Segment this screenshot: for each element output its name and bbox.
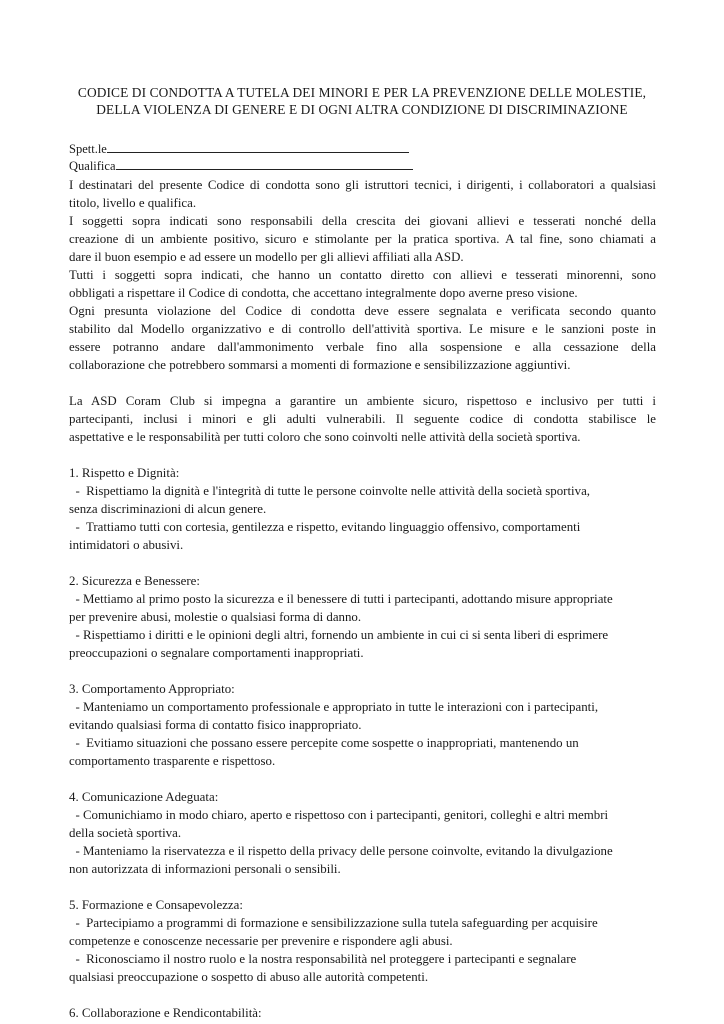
spacer [69,770,656,788]
qualifica-field [69,157,413,174]
title-line-2: DELLA VIOLENZA DI GENERE E DI OGNI ALTRA CONDIZIONE DI DISCRIMINAZIONE [96,102,628,117]
text-line: evitando qualsiasi forma di contatto fisico inappropriato. [69,718,362,732]
text-line: obbligati a rispettare il Codice di condotta, che accettano integralmente dopo averne preso visione. [69,286,578,300]
text-line: competenze e conoscenze necessarie per prevenire e rispondere agli abusi. [69,934,453,948]
text-line: - Riconosciamo il nostro ruolo e la nostra responsabilità nel proteggere i partecipanti e segnalare [69,952,577,966]
section-3 [69,680,656,770]
section-heading: 3. Comportamento Appropriato: [69,682,235,696]
section-heading: 5. Formazione e Consapevolezza: [69,898,243,912]
text-line: per prevenire abusi, molestie o qualsiasi forma di danno. [69,610,362,624]
document-body [69,176,656,1022]
section-heading: 1. Rispetto e Dignità: [69,466,180,480]
intro-paragraph-2 [69,212,656,266]
spacer [69,878,656,896]
section-heading: 2. Sicurezza e Benessere: [69,574,200,588]
text-line: comportamento trasparente e rispettoso. [69,754,276,768]
text-line: - Trattiamo tutti con cortesia, gentilezza e rispetto, evitando linguaggio offensivo, comportamenti [69,520,581,534]
text-line: I soggetti sopra indicati sono responsabili della crescita dei giovani allievi e tesserati nonché della [69,214,656,228]
title-line-1: CODICE DI CONDOTTA A TUTELA DEI MINORI E PER LA PREVENZIONE DELLE MOLESTIE, [77,85,647,100]
qualifica-blank-line[interactable] [116,157,413,170]
text-line: - Manteniamo la riservatezza e il rispetto della privacy delle persone coinvolte, evitando la divulgazione [69,844,613,858]
text-line: La ASD Coram Club si impegna a garantire un ambiente sicuro, rispettoso e inclusivo per tutti i [69,394,656,408]
spacer [69,662,656,680]
spacer [69,374,656,392]
text-line: creazione di un ambiente positivo, sicuro e stimolante per la pratica sportiva. A tal fine, sono chiamati a [69,232,656,246]
spett-blank-line[interactable] [107,140,409,153]
section-5 [69,896,656,986]
intro-paragraph-1 [69,176,656,212]
text-line: intimidatori o abusivi. [69,538,184,552]
text-line: della società sportiva. [69,826,182,840]
text-line: - Partecipiamo a programmi di formazione e sensibilizzazione sulla tutela safeguarding per acquisire [69,916,598,930]
text-line: - Mettiamo al primo posto la sicurezza e il benessere di tutti i partecipanti, adottando misure appropriate [69,592,613,606]
text-line: - Rispettiamo la dignità e l'integrità di tutte le persone coinvolte nelle attività della società sportiva, [69,484,591,498]
intro-paragraph-4 [69,302,656,374]
text-line: stabilito dal Modello organizzativo e di controllo dell'attività sportiva. Le misure e le sanzioni poste in [69,322,656,336]
text-line: titolo, livello e qualifica. [69,196,197,210]
intro-paragraph-3 [69,266,656,302]
spacer [69,446,656,464]
spett-label: Spett.le [69,142,107,156]
spacer [69,554,656,572]
text-line: preoccupazioni o segnalare comportamenti inappropriati. [69,646,364,660]
section-6 [69,1004,656,1022]
section-1 [69,464,656,554]
section-2 [69,572,656,662]
text-line: non autorizzata di informazioni personali o sensibili. [69,862,341,876]
text-line: - Rispettiamo i diritti e le opinioni degli altri, fornendo un ambiente in cui ci si senta liberi di esprimere [69,628,609,642]
document-title [40,84,684,118]
text-line: aspettative e le responsabilità per tutti coloro che sono coinvolti nelle attività della società sportiva. [69,430,581,444]
text-line: senza discriminazioni di alcun genere. [69,502,267,516]
text-line: dare il buon esempio e ad essere un modello per gli allievi affiliati alla ASD. [69,250,464,264]
spacer [69,986,656,1004]
text-line: - Manteniamo un comportamento professionale e appropriato in tutte le interazioni con i partecipanti, [69,700,599,714]
text-line: qualsiasi preoccupazione o sospetto di abuso alle autorità competenti. [69,970,429,984]
intro-paragraph-5 [69,392,656,446]
section-4 [69,788,656,878]
text-line: partecipanti, inclusi i minori e gli adulti vulnerabili. Il seguente codice di condotta stabilisce le [69,412,656,426]
text-line: - Evitiamo situazioni che possano essere percepite come sospette o inappropriati, mantenendo un [69,736,579,750]
spett-field [69,140,409,157]
text-line: I destinatari del presente Codice di condotta sono gli istruttori tecnici, i dirigenti, i collaboratori a qualsiasi [69,178,656,192]
text-line: collaborazione che potrebbero sommarsi a momenti di formazione e sensibilizzazione aggiuntivi. [69,358,571,372]
section-heading: 6. Collaborazione e Rendicontabilità: [69,1006,262,1020]
text-line: Ogni presunta violazione del Codice di condotta deve essere segnalata e verificata secondo quanto [69,304,656,318]
text-line: Tutti i soggetti sopra indicati, che hanno un contatto diretto con allievi e tesserati minorenni, sono [69,268,656,282]
text-line: essere potranno andare dall'ammonimento verbale fino alla sospensione e alla cessazione della [69,340,656,354]
text-line: - Comunichiamo in modo chiaro, aperto e rispettoso con i partecipanti, genitori, colleghi e altri membri [69,808,609,822]
section-heading: 4. Comunicazione Adeguata: [69,790,219,804]
qualifica-label: Qualifica [69,159,116,173]
